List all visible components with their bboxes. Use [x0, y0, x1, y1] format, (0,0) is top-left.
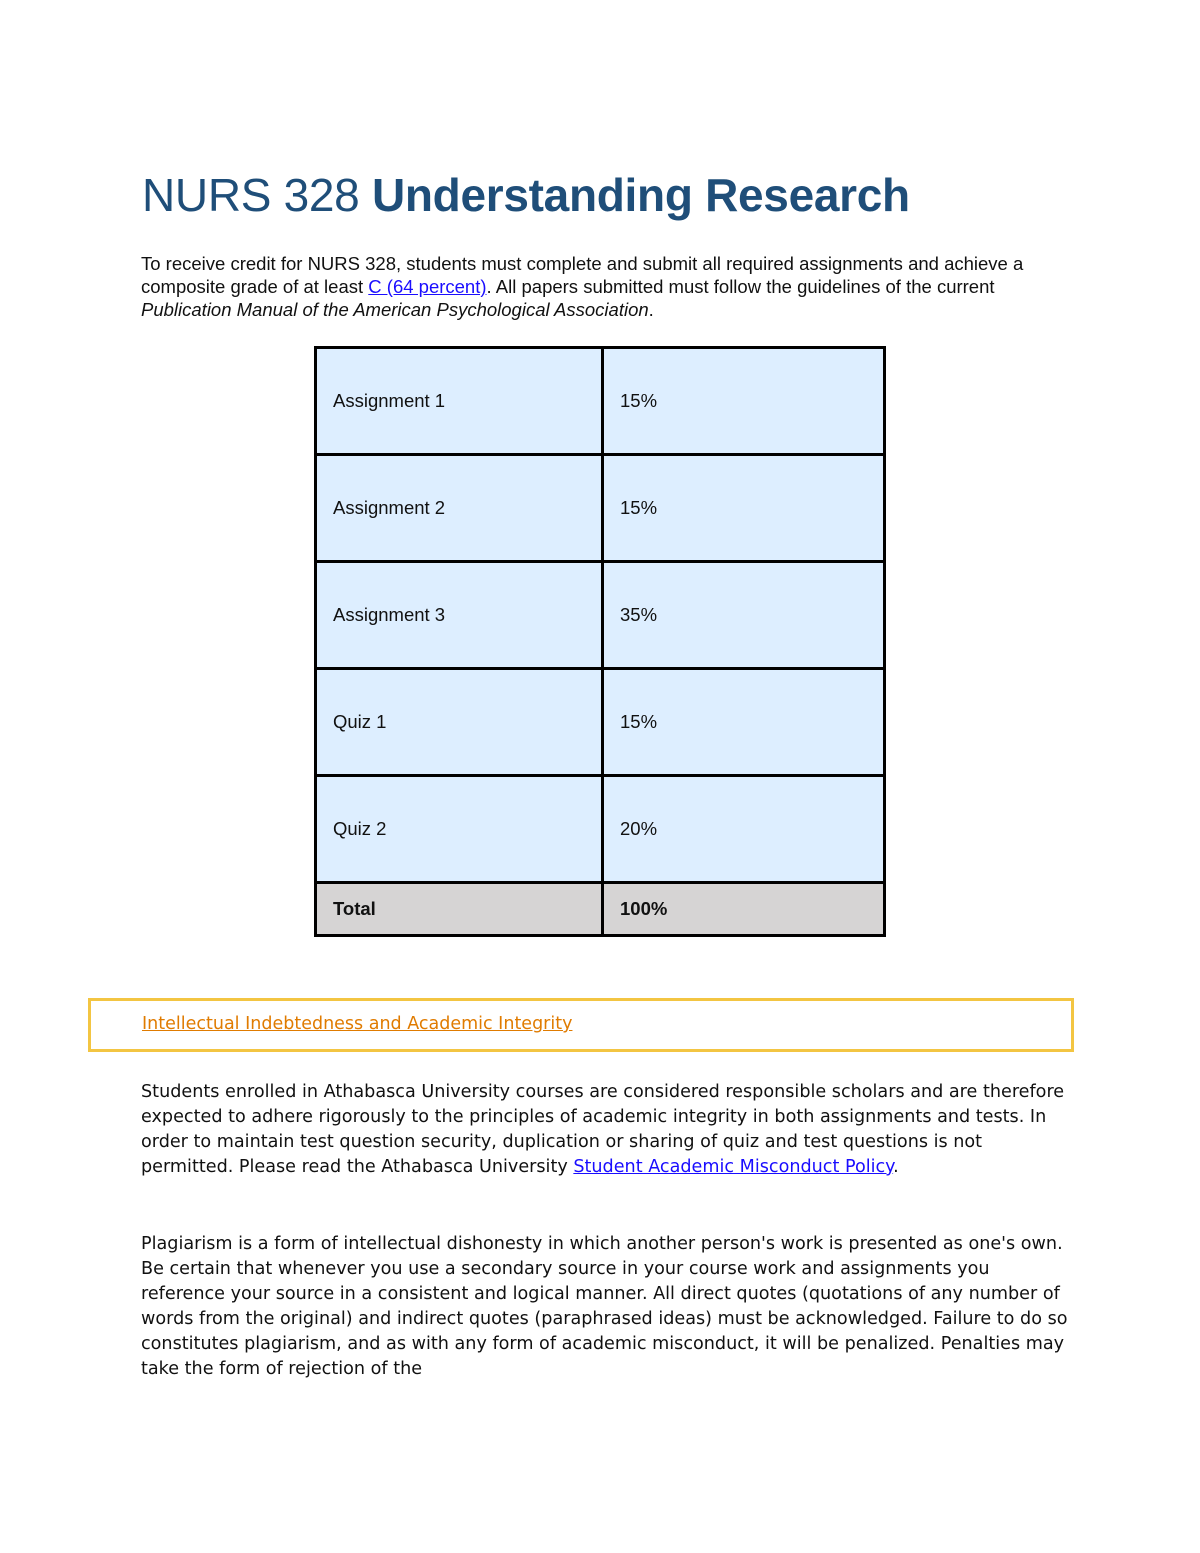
- integrity-paragraph: [141, 1080, 1071, 1180]
- total-row: [316, 883, 885, 936]
- total-label-cell: Total: [316, 883, 603, 936]
- total-value-cell: 100%: [603, 883, 885, 936]
- grade-weights-table: [314, 346, 886, 937]
- assessment-weight-cell: 15%: [603, 348, 885, 455]
- intro-text-start: To receive credit for NURS 328, students must complete and submit all required assignments and achieve a composite grade of at least: [141, 253, 1024, 297]
- integrity-paragraph-text: Students enrolled in Athabasca University courses are considered responsible scholars and are therefore expected to adhere rigorously to the principles of academic integrity in both assignments and tests. In order to maintain test question security, duplication or sharing of quiz and test questions is not permitted. Please read the Athabasca University: [141, 1082, 1065, 1177]
- assessment-name-cell: Quiz 2: [316, 776, 603, 883]
- assessment-weight-cell: 15%: [603, 455, 885, 562]
- intro-text-end: .: [648, 299, 654, 320]
- page-title: [142, 168, 910, 222]
- intro-paragraph: [141, 252, 1061, 321]
- table-row: [316, 455, 885, 562]
- table-row: [316, 562, 885, 669]
- assessment-weight-cell: 20%: [603, 776, 885, 883]
- intro-text-middle: . All papers submitted must follow the guidelines of the current: [486, 276, 995, 297]
- table-row: [316, 669, 885, 776]
- assessment-name-cell: Quiz 1: [316, 669, 603, 776]
- table-row: [316, 348, 885, 455]
- assessment-name-cell: Assignment 2: [316, 455, 603, 562]
- academic-integrity-link[interactable]: Intellectual Indebtedness and Academic Integrity: [142, 1014, 573, 1034]
- plagiarism-paragraph: Plagiarism is a form of intellectual dishonesty in which another person's work is presented as one's own. Be certain that whenever you use a secondary source in your course work and assignments you reference your source in a consistent and logical manner. All direct quotes (quotations of any number of words from the original) and indirect quotes (paraphrased ideas) must be acknowledged. Failure to do so constitutes plagiarism, and as with any form of academic misconduct, it will be penalized. Penalties may take the form of rejection of the: [141, 1234, 1068, 1379]
- apa-manual-title: Publication Manual of the American Psychological Association: [141, 299, 649, 320]
- assessment-weight-cell: 15%: [603, 669, 885, 776]
- table-row: [316, 776, 885, 883]
- misconduct-policy-link[interactable]: Student Academic Misconduct Policy: [573, 1157, 894, 1177]
- integrity-heading-box: [88, 998, 1074, 1052]
- course-name: Understanding Research: [371, 169, 910, 221]
- assessment-name-cell: Assignment 1: [316, 348, 603, 455]
- grade-c-link[interactable]: C (64 percent): [368, 276, 487, 297]
- assessment-name-cell: Assignment 3: [316, 562, 603, 669]
- course-code: NURS 328: [142, 169, 372, 221]
- integrity-paragraph-end: .: [893, 1157, 899, 1177]
- assessment-weight-cell: 35%: [603, 562, 885, 669]
